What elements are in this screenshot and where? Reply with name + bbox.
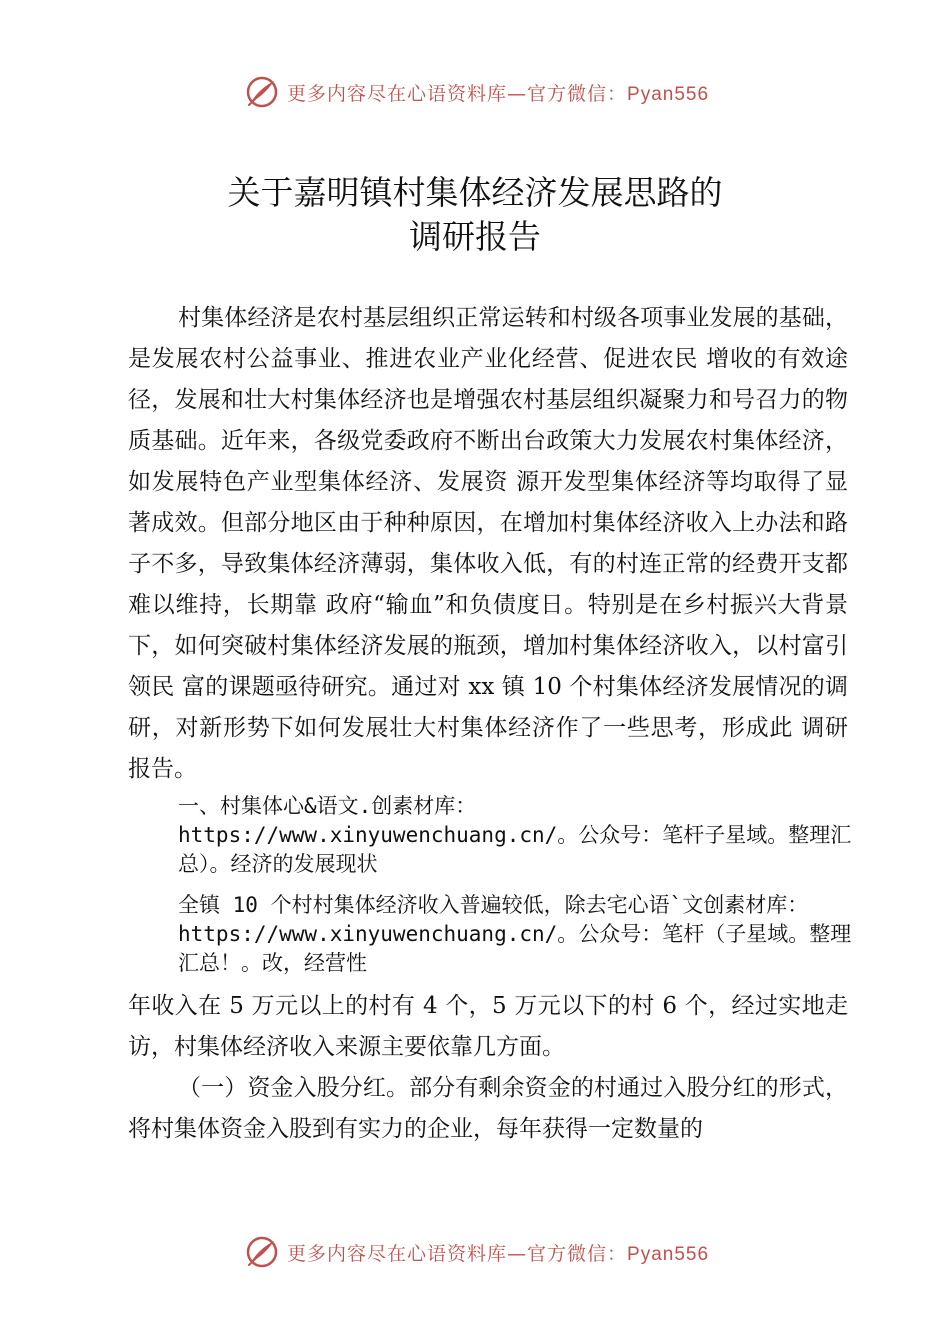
section-paragraph-continued: 年收入在 5 万元以上的村有 4 个，5 万元以下的村 6 个，经过实地走访，村集体经济收入来源主要依靠几方面。 — [128, 993, 848, 1060]
quill-pen-logo-icon — [245, 1235, 279, 1269]
subsection-paragraph-1: （一）资金入股分红。部分有剩余资金的村通过入股分红的形式，将村集体资金入股到有实力的企业，每年获得一定数量的 — [128, 1075, 848, 1142]
intro-paragraph: 村集体经济是农村基层组织正常运转和村级各项事业发展的基础，是发展农村公益事业、推进农业产业化经营、促进农民 增收的有效途径，发展和壮大村集体经济也是增强农村基层组织凝聚力和号召力的物质基础。近年来，各级党委政府不断出台政策大力发展农村集体经济，如发展特色产业型集体经济、发展资 源开发型集体经济等均取得了显著成效。但部分地区由于种种原因，在增加村集体经济收入上办法和路子不多，导致集体经济薄弱，集体收入低，有的村连正常的经费开支都难以维持，长期靠 政府“输血”和负债度日。特别是在乡村振兴大背景下，如何突破村集体经济发展的瓶颈，增加村集体经济收入，以村富引领民 富的课题亟待研究。通过对 xx 镇 10 个村集体经济发展情况的调研，对新形势下如何发展壮大村集体经济作了一些思考，形成此 调研报告。 — [128, 305, 848, 782]
section-paragraph-partial: 全镇 10 个村村集体经济收入普遍较低，除去宅心语`文创素材库：https://www.xinyuwenchuang.cn/。公众号：笔杆（子星域。整理汇总！。改，经营性 — [178, 893, 852, 975]
footer-watermark-banner — [0, 1230, 950, 1274]
header-watermark-banner — [0, 70, 950, 114]
quill-pen-logo-icon — [245, 75, 279, 109]
banner-text: 更多内容尽在心语资料库—官方微信：Pyan556 — [287, 1242, 710, 1265]
document-title-line-1: 关于嘉明镇村集体经济发展思路的 — [227, 173, 723, 212]
section-heading-1: 一、村集体心&语文.创素材库：https://www.xinyuwenchuang.cn/。公众号：笔杆子星域。整理汇总）。经济的发展现状 — [178, 794, 852, 876]
document-title-line-2: 调研报告 — [409, 217, 541, 256]
banner-text: 更多内容尽在心语资料库—官方微信：Pyan556 — [287, 82, 710, 105]
wechat-id: Pyan556 — [627, 1243, 710, 1265]
wechat-id: Pyan556 — [627, 83, 710, 105]
